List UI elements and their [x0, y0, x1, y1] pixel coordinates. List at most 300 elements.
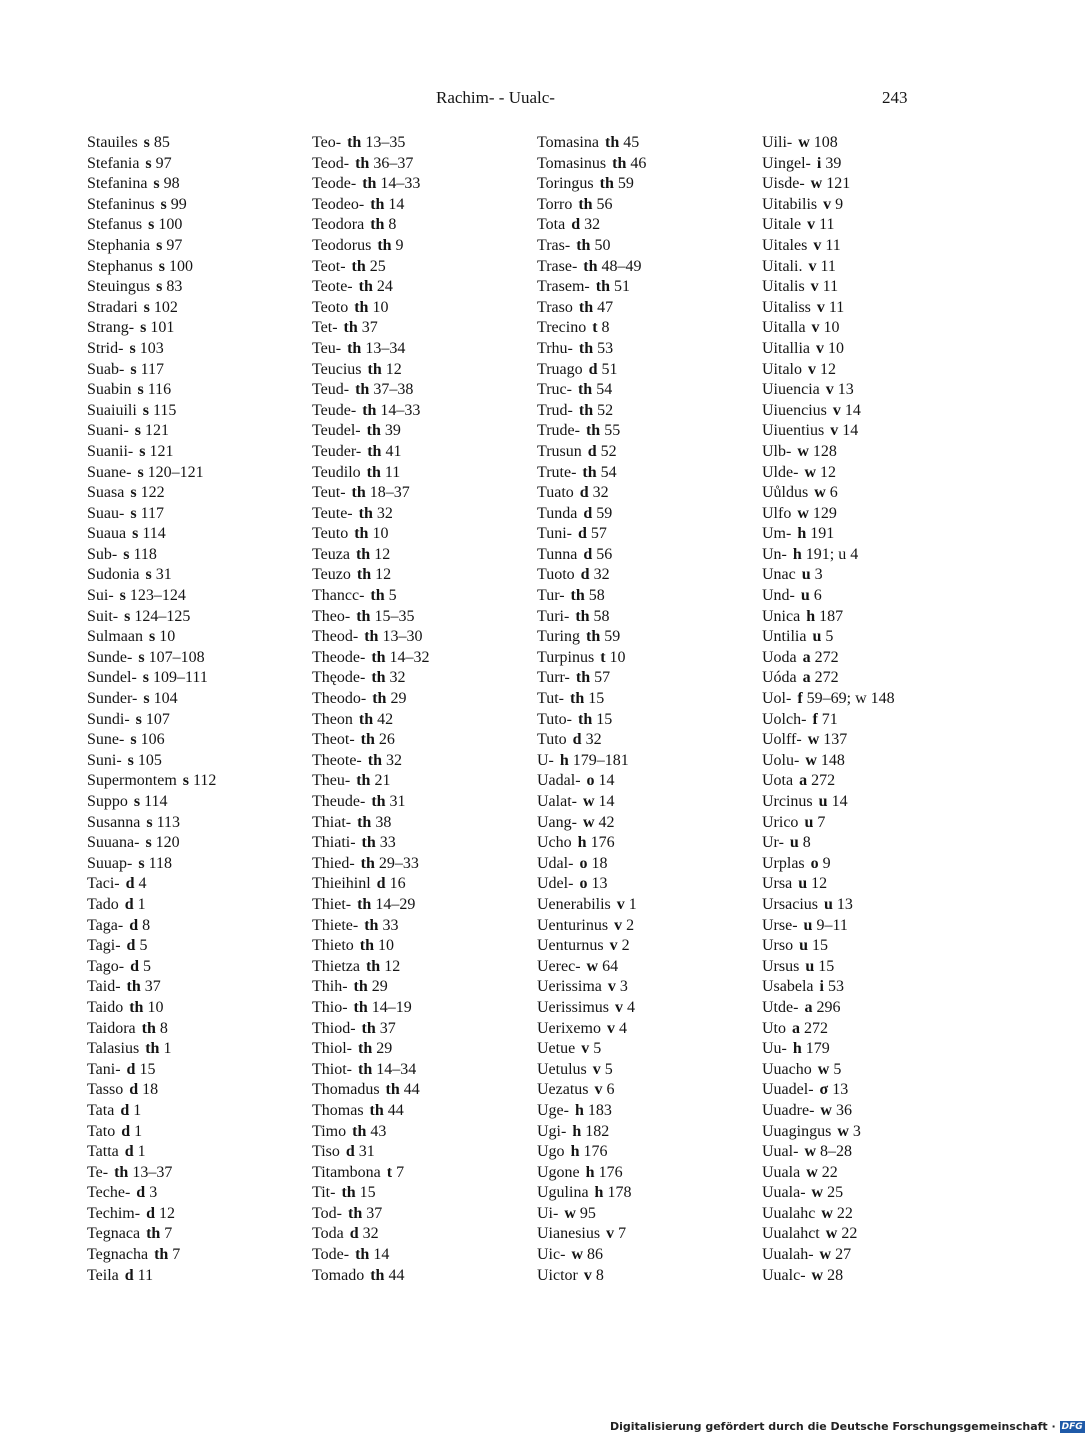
- index-entry: [87, 1080, 216, 1101]
- entry-number: 191: [810, 525, 835, 543]
- entry-number: 29–33: [378, 854, 419, 872]
- entry-reference: [575, 608, 609, 625]
- entry-reference: [129, 999, 163, 1016]
- entry-name: Suau-: [87, 504, 125, 522]
- entry-section-letter: s: [182, 772, 189, 790]
- entry-number: 52: [600, 442, 617, 460]
- entry-reference: [805, 752, 845, 769]
- entry-reference: [586, 628, 620, 645]
- index-column-1: [87, 133, 216, 1286]
- entry-section-letter: s: [134, 422, 142, 440]
- entry-number: 11: [384, 463, 401, 481]
- entry-reference: [128, 752, 162, 769]
- entry-reference: [792, 1020, 828, 1037]
- index-entry: [762, 854, 895, 875]
- index-entry: [762, 483, 895, 504]
- entry-reference: [354, 978, 388, 995]
- entry-number: 100: [158, 216, 183, 234]
- entry-reference: [804, 999, 840, 1016]
- index-entry: [312, 360, 430, 381]
- entry-number: 12: [820, 463, 836, 481]
- entry-name: Ursus: [762, 957, 800, 975]
- entry-reference: [578, 196, 612, 213]
- entry-number: 8: [388, 216, 397, 234]
- entry-number: 5: [143, 957, 151, 975]
- entry-number: 54: [596, 381, 613, 399]
- entry-name: Trase-: [537, 257, 578, 275]
- entry-reference: [367, 464, 401, 481]
- entry-name: Uualahc: [762, 1204, 816, 1222]
- entry-section-letter: w: [811, 1266, 824, 1284]
- index-entry: [537, 998, 646, 1019]
- entry-section-letter: s: [156, 236, 163, 254]
- entry-name: Tuto-: [537, 710, 572, 728]
- index-entry: [537, 730, 646, 751]
- entry-name: Theodo-: [312, 690, 367, 708]
- entry-name: Strang-: [87, 319, 135, 337]
- entry-reference: [346, 1143, 375, 1160]
- entry-number: 114: [142, 525, 166, 543]
- entry-number: 15–35: [374, 607, 415, 625]
- index-entry: [312, 607, 430, 628]
- entry-name: Thieto: [312, 937, 354, 955]
- index-entry: [87, 504, 216, 525]
- entry-reference: [129, 917, 150, 934]
- entry-name: Stephanus: [87, 257, 153, 275]
- entry-reference: [798, 134, 838, 151]
- entry-section-letter: w: [586, 957, 599, 975]
- entry-reference: [368, 361, 402, 378]
- entry-reference: [144, 299, 178, 316]
- entry-number: 46: [630, 154, 647, 172]
- entry-section-letter: v: [616, 895, 625, 913]
- entry-number: 8: [142, 916, 151, 934]
- entry-reference: [804, 917, 848, 934]
- entry-section-letter: s: [138, 648, 145, 666]
- entry-section-letter: th: [570, 587, 585, 605]
- entry-name: Suabin: [87, 381, 132, 399]
- entry-number: 5: [593, 1040, 602, 1058]
- entry-name: Thiete-: [312, 916, 359, 934]
- index-entry: [762, 298, 895, 319]
- entry-reference: [120, 587, 186, 604]
- entry-reference: [823, 196, 843, 213]
- entry-name: Uuadre-: [762, 1101, 815, 1119]
- entry-number: 123–124: [129, 587, 186, 605]
- entry-number: 22: [836, 1204, 853, 1222]
- index-entry: [537, 421, 646, 442]
- entry-number: 14: [831, 793, 848, 810]
- entry-name: Trusun: [537, 442, 582, 460]
- index-entry: [87, 298, 216, 319]
- index-entry: [537, 1039, 646, 1060]
- index-entry: [312, 751, 430, 772]
- entry-number: 57: [590, 525, 607, 543]
- entry-section-letter: v: [813, 236, 822, 254]
- entry-number: 176: [590, 834, 615, 852]
- index-entry: [87, 545, 216, 566]
- entry-reference: [806, 608, 843, 625]
- entry-reference: [571, 587, 605, 604]
- index-entry: [762, 648, 895, 669]
- entry-section-letter: th: [358, 1060, 373, 1078]
- entry-section-letter: th: [355, 1246, 370, 1264]
- entry-number: 51: [601, 360, 618, 378]
- entry-number: 99: [170, 195, 187, 213]
- entry-reference: [589, 361, 618, 378]
- index-entry: [87, 360, 216, 381]
- entry-section-letter: s: [124, 607, 131, 625]
- entry-reference: [587, 958, 619, 975]
- entry-name: Thiot-: [312, 1060, 352, 1078]
- entry-reference: [361, 731, 395, 748]
- entry-number: 22: [821, 1163, 838, 1181]
- entry-name: Teode-: [312, 175, 357, 193]
- entry-number: 12: [385, 360, 402, 378]
- entry-section-letter: th: [385, 1081, 400, 1099]
- entry-reference: [576, 237, 610, 254]
- entry-reference: [586, 1164, 623, 1181]
- index-entry: [537, 1060, 646, 1081]
- entry-number: 11: [825, 236, 841, 254]
- entry-section-letter: th: [367, 442, 382, 460]
- entry-reference: [148, 216, 182, 233]
- entry-name: Theu-: [312, 772, 351, 790]
- entry-reference: [125, 1143, 146, 1160]
- entry-reference: [154, 1246, 180, 1263]
- entry-name: Suuap-: [87, 854, 133, 872]
- entry-reference: [605, 134, 639, 151]
- entry-section-letter: i: [816, 154, 822, 172]
- index-entry: [762, 463, 895, 484]
- index-entry: [312, 277, 430, 298]
- entry-section-letter: v: [609, 937, 618, 955]
- entry-name: Tegnacha: [87, 1246, 149, 1264]
- entry-reference: [123, 546, 157, 563]
- entry-reference: [799, 937, 828, 954]
- entry-section-letter: th: [604, 134, 620, 151]
- entry-name: Uictor: [537, 1266, 578, 1284]
- entry-name: Thomas: [312, 1101, 364, 1119]
- entry-name: Teudilo: [312, 463, 361, 481]
- entry-number: 14–29: [375, 895, 416, 913]
- entry-number: 1: [163, 1040, 172, 1058]
- entry-reference: [370, 196, 404, 213]
- entry-number: 107–108: [148, 648, 205, 666]
- entry-reference: [144, 134, 170, 151]
- entry-number: 296: [816, 998, 841, 1016]
- entry-name: Tani-: [87, 1060, 121, 1078]
- entry-section-letter: d: [349, 1225, 359, 1243]
- entry-number: 9–11: [816, 916, 848, 934]
- index-entry: [87, 1039, 216, 1060]
- entry-reference: [362, 175, 420, 192]
- entry-reference: [596, 278, 630, 295]
- entry-section-letter: v: [583, 1266, 592, 1284]
- entry-name: Uiuencius: [762, 401, 827, 419]
- entry-number: 86: [587, 1246, 603, 1264]
- entry-reference: [583, 546, 612, 563]
- index-entry: [537, 689, 646, 710]
- entry-section-letter: th: [343, 319, 358, 337]
- entry-section-letter: th: [355, 381, 370, 399]
- entry-number: 10: [823, 319, 840, 337]
- entry-section-letter: v: [808, 257, 817, 275]
- entry-name: Unica: [762, 607, 801, 625]
- entry-name: Uenerabilis: [537, 895, 611, 913]
- index-entry: [537, 1245, 646, 1266]
- entry-number: 14: [844, 401, 861, 419]
- entry-reference: [573, 731, 602, 748]
- index-entry: [312, 380, 430, 401]
- entry-number: 4: [618, 1019, 627, 1037]
- entry-section-letter: th: [577, 381, 593, 399]
- entry-number: 95: [579, 1204, 596, 1222]
- entry-section-letter: s: [137, 381, 144, 399]
- entry-section-letter: th: [146, 1225, 161, 1243]
- index-entry: [312, 648, 430, 669]
- index-entry: [312, 401, 430, 422]
- entry-number: 12: [384, 957, 401, 975]
- entry-name: Taid-: [87, 978, 121, 996]
- entry-number: 18: [591, 854, 608, 872]
- entry-section-letter: s: [142, 401, 150, 419]
- entry-name: Teude-: [312, 401, 357, 419]
- entry-number: 7: [618, 1225, 627, 1243]
- entry-name: Urcinus: [762, 793, 813, 810]
- entry-name: Uol-: [762, 690, 792, 708]
- entry-reference: [357, 566, 391, 583]
- entry-name: Teod-: [312, 154, 350, 172]
- entry-name: Teute-: [312, 504, 353, 522]
- entry-reference: [582, 464, 616, 481]
- entry-reference: [358, 1040, 392, 1057]
- entry-reference: [592, 319, 609, 336]
- entry-number: 71: [821, 710, 838, 728]
- entry-section-letter: th: [360, 731, 375, 749]
- entry-name: Tut-: [537, 690, 564, 708]
- entry-section-letter: u: [823, 895, 833, 913]
- entry-reference: [811, 175, 851, 192]
- entry-name: Uuadel-: [762, 1081, 814, 1099]
- entry-section-letter: th: [154, 1246, 169, 1264]
- index-entry: [312, 1183, 430, 1204]
- entry-reference: [826, 1225, 858, 1242]
- entry-section-letter: s: [138, 854, 145, 872]
- entry-name: Um-: [762, 525, 792, 543]
- entry-reference: [138, 649, 204, 666]
- entry-number: 118: [133, 545, 157, 563]
- entry-section-letter: th: [353, 978, 368, 996]
- entry-section-letter: d: [136, 1184, 146, 1202]
- entry-section-letter: th: [352, 1122, 367, 1140]
- entry-number: 12: [375, 566, 392, 584]
- entry-section-letter: th: [351, 484, 366, 502]
- entry-number: 15: [596, 710, 613, 728]
- index-entry: [312, 771, 430, 792]
- entry-name: Urico: [762, 813, 799, 831]
- entry-name: Uic-: [537, 1246, 566, 1264]
- entry-number: 176: [583, 1143, 608, 1161]
- index-entry: [87, 751, 216, 772]
- index-entry: [762, 895, 895, 916]
- entry-name: Teudel-: [312, 422, 361, 440]
- entry-name: Urplas: [762, 854, 805, 872]
- entry-number: 33: [382, 916, 399, 934]
- entry-number: 54: [600, 463, 617, 481]
- entry-number: 39: [384, 422, 401, 440]
- entry-section-letter: d: [124, 1143, 134, 1161]
- entry-name: Uualah-: [762, 1246, 814, 1264]
- index-entry: [537, 339, 646, 360]
- entry-section-letter: th: [347, 134, 362, 151]
- entry-reference: [371, 669, 405, 686]
- entry-number: 12: [811, 875, 828, 893]
- entry-number: 55: [604, 422, 621, 440]
- entry-number: 32: [389, 669, 406, 687]
- entry-name: Stephania: [87, 236, 151, 254]
- entry-name: Uoda: [762, 648, 797, 666]
- entry-reference: [125, 1267, 153, 1284]
- entry-reference: [797, 525, 834, 542]
- entry-number: 8: [802, 834, 811, 852]
- index-entry: [87, 195, 216, 216]
- entry-section-letter: th: [360, 854, 375, 872]
- index-entry: [537, 380, 646, 401]
- entry-name: Suab-: [87, 360, 125, 378]
- index-entry: [537, 607, 646, 628]
- entry-reference: [572, 1123, 609, 1140]
- entry-section-letter: th: [372, 690, 387, 708]
- entry-reference: [120, 1102, 141, 1119]
- entry-number: 7: [817, 813, 826, 831]
- entry-section-letter: a: [799, 772, 808, 790]
- entry-number: 2: [626, 916, 635, 934]
- entry-reference: [370, 587, 396, 604]
- index-entry: [762, 1204, 895, 1225]
- index-entry: [537, 586, 646, 607]
- entry-section-letter: v: [825, 381, 834, 399]
- entry-number: 42: [377, 710, 394, 728]
- entry-reference: [614, 917, 634, 934]
- entry-number: 1: [628, 895, 637, 913]
- entry-reference: [146, 1225, 172, 1242]
- index-entry: [537, 977, 646, 998]
- entry-number: 39: [825, 154, 842, 172]
- index-entry: [537, 751, 646, 772]
- index-entry: [537, 1183, 646, 1204]
- entry-section-letter: th: [369, 1101, 384, 1119]
- index-entry: [87, 463, 216, 484]
- entry-name: Suaiuili: [87, 401, 137, 419]
- entry-section-letter: th: [583, 257, 598, 275]
- entry-name: Suppo: [87, 793, 128, 810]
- entry-number: 272: [811, 772, 836, 790]
- entry-number: 18: [142, 1081, 159, 1099]
- entry-name: Thiod-: [312, 1019, 356, 1037]
- entry-section-letter: u: [798, 875, 808, 893]
- entry-number: 107: [145, 710, 170, 728]
- entry-number: 11: [828, 298, 845, 316]
- index-entry: [312, 1266, 430, 1287]
- entry-reference: [793, 546, 858, 563]
- entry-section-letter: d: [571, 216, 581, 234]
- entry-number: 2: [621, 937, 630, 955]
- entry-section-letter: th: [357, 813, 372, 831]
- entry-section-letter: u: [799, 937, 809, 955]
- index-entry: [87, 771, 216, 792]
- entry-name: Torro: [537, 195, 573, 213]
- entry-number: 121: [826, 175, 851, 193]
- entry-name: Uualc-: [762, 1266, 806, 1284]
- entry-name: Und-: [762, 587, 795, 605]
- entry-number: 8: [159, 1019, 168, 1037]
- entry-section-letter: s: [146, 813, 153, 831]
- entry-name: U-: [537, 751, 554, 769]
- entry-number: 10: [147, 998, 164, 1016]
- entry-name: Tuato: [537, 484, 574, 502]
- entry-section-letter: h: [577, 834, 587, 852]
- index-entry: [762, 771, 895, 792]
- index-entry: [762, 1019, 895, 1040]
- entry-number: 97: [166, 236, 183, 254]
- entry-reference: [362, 834, 396, 851]
- entry-number: 148: [820, 751, 845, 769]
- index-entry: [87, 1224, 216, 1245]
- entry-name: Ursacius: [762, 895, 818, 913]
- entry-number: 47: [597, 298, 614, 316]
- entry-name: Sunde-: [87, 648, 133, 666]
- entry-number: 5: [825, 628, 834, 646]
- entry-reference: [370, 1267, 404, 1284]
- entry-name: Stefania: [87, 154, 140, 172]
- entry-section-letter: th: [358, 504, 373, 522]
- entry-reference: [146, 1205, 175, 1222]
- entry-number: 15: [812, 937, 829, 955]
- entry-section-letter: t: [592, 319, 598, 337]
- entry-name: Uuagingus: [762, 1122, 832, 1140]
- entry-section-letter: v: [807, 216, 816, 234]
- index-entry: [312, 483, 430, 504]
- entry-section-letter: th: [114, 1163, 129, 1181]
- entry-name: Ucho: [537, 834, 572, 852]
- index-entry: [312, 916, 430, 937]
- entry-name: Sulmaan: [87, 628, 143, 646]
- entry-name: Tuoto: [537, 566, 575, 584]
- entry-name: Taga-: [87, 916, 124, 934]
- entry-number: 100: [169, 257, 194, 275]
- entry-reference: [583, 505, 612, 522]
- index-entry: [537, 833, 646, 854]
- entry-name: Suit-: [87, 607, 119, 625]
- index-entry: [762, 833, 895, 854]
- entry-section-letter: v: [607, 978, 616, 996]
- entry-reference: [348, 1205, 382, 1222]
- entry-number: 25: [827, 1184, 844, 1202]
- entry-number: 85: [153, 134, 170, 151]
- index-entry: [312, 257, 430, 278]
- entry-number: 104: [153, 690, 178, 708]
- entry-section-letter: s: [145, 154, 152, 172]
- index-entry: [762, 1266, 895, 1287]
- entry-number: 10: [159, 628, 176, 646]
- entry-section-letter: d: [579, 484, 589, 502]
- index-entry: [87, 257, 216, 278]
- entry-section-letter: th: [364, 628, 379, 646]
- page-header: [0, 88, 1000, 116]
- entry-section-letter: w: [814, 484, 826, 502]
- index-entry: [312, 318, 430, 339]
